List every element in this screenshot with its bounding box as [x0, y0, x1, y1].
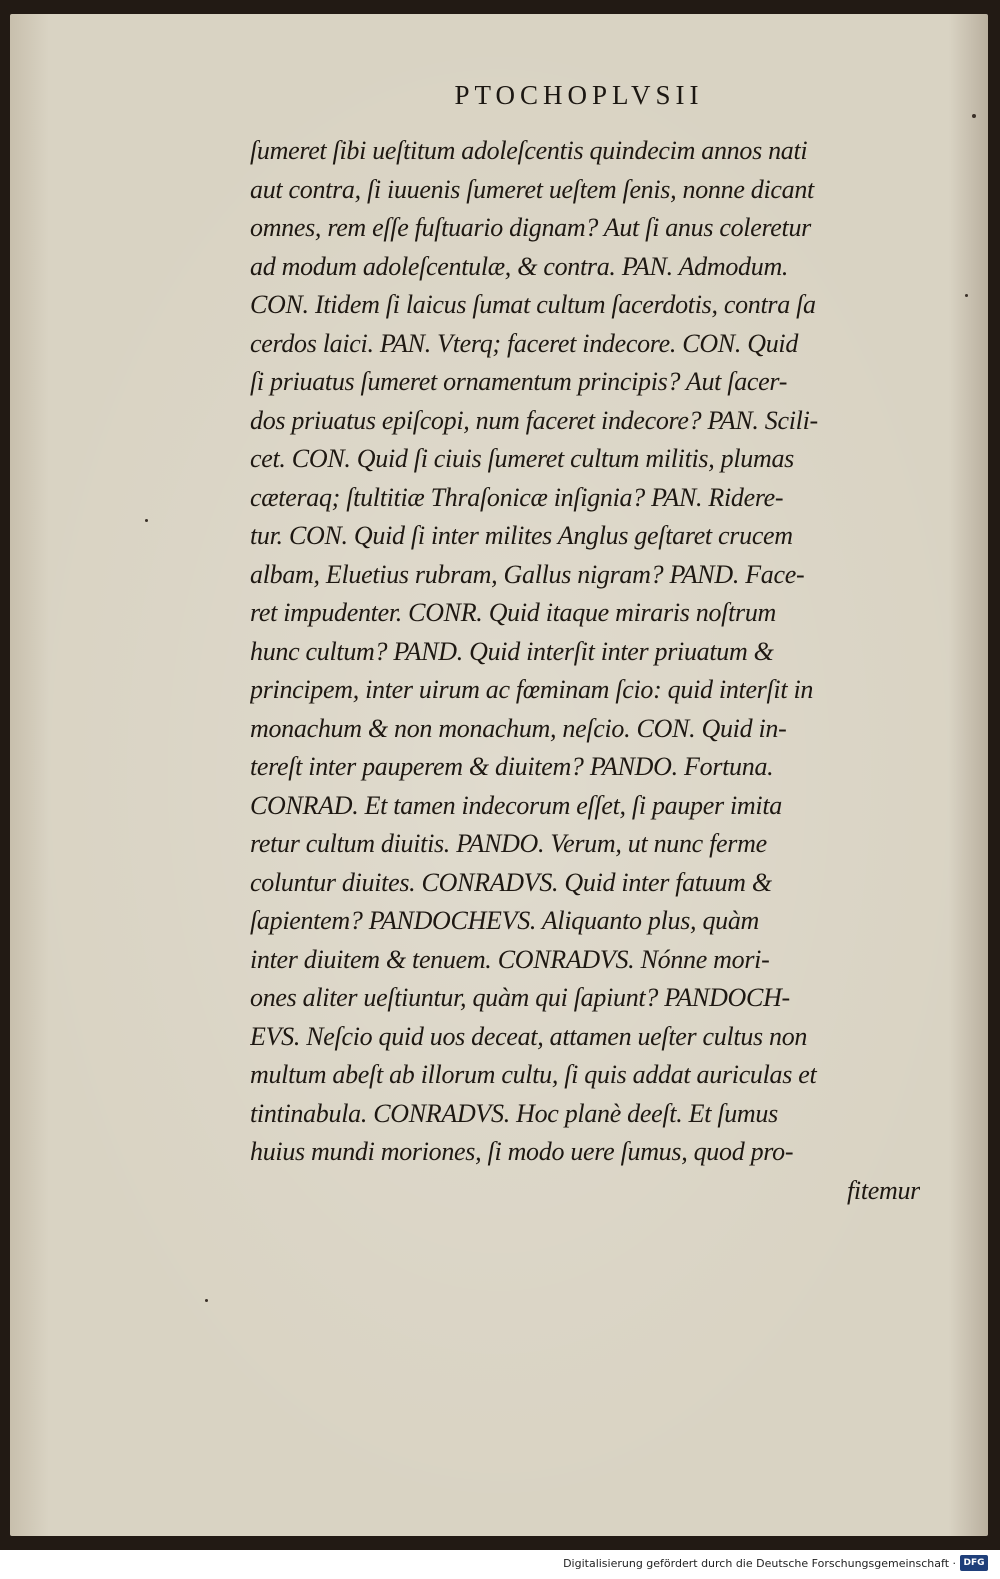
text-line: cæteraq; ſtultitiæ Thraſonicæ inſignia? PAN. Ridere- [250, 482, 784, 512]
text-line: ret impudenter. CONR. Quid itaque miraris noſtrum [250, 598, 777, 627]
text-line: ſi priuatus ſumeret ornamentum principis? Aut ſacer- [250, 367, 788, 396]
ink-speck [965, 294, 968, 297]
text-line: ſapientem? PANDOCHEVS. Aliquanto plus, quàm [250, 906, 760, 935]
footer-credit: Digitalisierung gefördert durch die Deutsche Forschungsgemeinschaft · [563, 1557, 956, 1570]
text-line: ſumeret ſibi ueſtitum adoleſcentis quindecim annos nati [250, 136, 808, 165]
text-line: dos priuatus epiſcopi, num faceret indecore? PAN. Scili- [250, 405, 818, 435]
text-line: tintinabula. CONRADVS. Hoc planè deeſt. Et ſumus [250, 1098, 778, 1128]
text-line: ad modum adoleſcentulæ, & contra. PAN. Admodum. [250, 251, 789, 281]
text-line: principem, inter uirum ac fœminam ſcio: quid interſit in [250, 675, 814, 704]
text-line: ones aliter ueſtiuntur, quàm qui ſapiunt? PANDOCH- [250, 983, 790, 1012]
ink-speck [205, 1299, 208, 1302]
catchword: fitemur [846, 1175, 920, 1205]
text-line: aut contra, ſi iuuenis ſumeret ueſtem ſenis, nonne dicant [250, 174, 814, 204]
text-line: cet. CON. Quid ſi ciuis ſumeret cultum militis, plumas [250, 444, 794, 473]
text-line: albam, Eluetius rubram, Gallus nigram? PAND. Face- [250, 559, 805, 589]
text-line: multum abeſt ab illorum cultu, ſi quis addat auriculas et [250, 1060, 817, 1089]
text-line: tereſt inter pauperem & diuitem? PANDO. Fortuna. [250, 752, 774, 781]
book-page [10, 14, 988, 1536]
text-line: coluntur diuites. CONRADVS. Quid inter fatuum & [250, 867, 772, 897]
text-line: CONRAD. Et tamen indecorum eſſet, ſi pauper imita [250, 790, 782, 820]
ink-speck [145, 519, 148, 522]
running-head: PTOCHOPLVSII [454, 80, 704, 110]
dfg-logo-icon: DFG [960, 1555, 988, 1571]
text-line: monachum & non monachum, neſcio. CON. Quid in- [250, 713, 787, 743]
text-line: tur. CON. Quid ſi inter milites Anglus geſtaret crucem [250, 521, 793, 550]
text-line: EVS. Neſcio quid uos deceat, attamen ueſter cultus non [250, 1021, 808, 1051]
text-line: CON. Itidem ſi laicus ſumat cultum ſacerdotis, contra ſa [250, 290, 816, 319]
text-line: cerdos laici. PAN. Vterq; faceret indecore. CON. Quid [250, 328, 799, 358]
text-line: inter diuitem & tenuem. CONRADVS. Nónne mori- [250, 944, 770, 974]
text-line: hunc cultum? PAND. Quid interſit inter priuatum & [250, 636, 774, 666]
ink-speck [972, 114, 976, 118]
text-line: huius mundi moriones, ſi modo uere ſumus, quod pro- [250, 1137, 794, 1166]
text-line: retur cultum diuitis. PANDO. Verum, ut nunc ferme [250, 829, 767, 858]
text-block [250, 132, 920, 1210]
text-line: omnes, rem eſſe fuſtuario dignam? Aut ſi anus coleretur [250, 213, 811, 242]
